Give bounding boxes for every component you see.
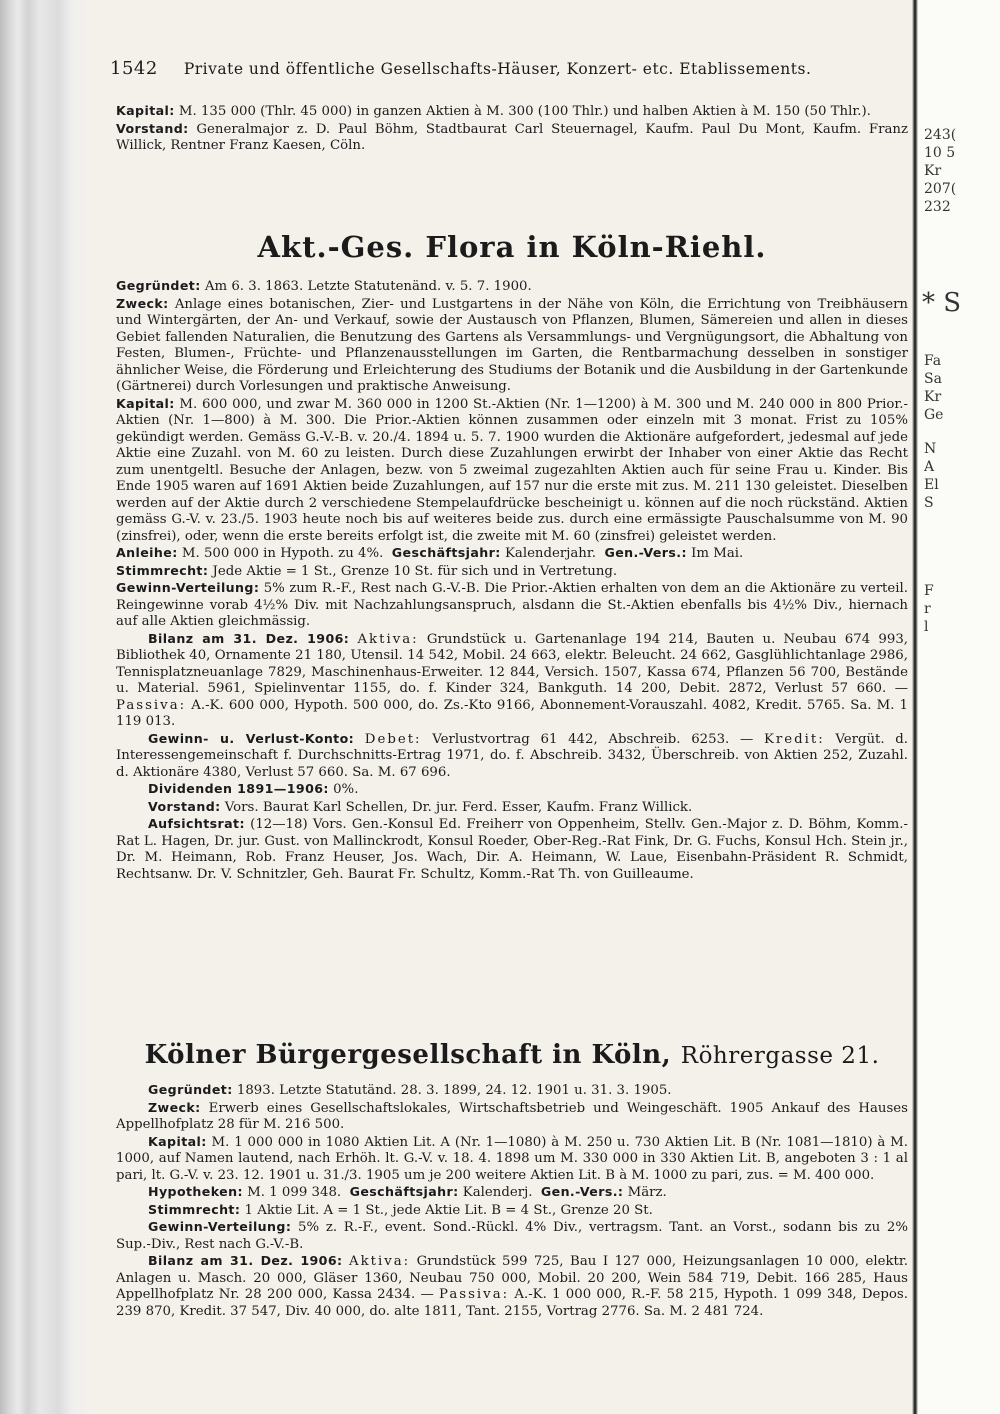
facing-fragment-5: 232 — [924, 199, 951, 215]
prev-kapital-text: M. 135 000 (Thlr. 45 000) in ganzen Aktien à M. 300 (100 Thlr.) und halben Aktien à M. 150 (50 Thlr.). — [178, 104, 871, 119]
koelner-zweck-label: Zweck: — [148, 1099, 201, 1115]
facing-fragment-star: * S — [922, 288, 962, 318]
flora-entry-title: Akt.-Ges. Flora in Köln-Riehl. — [257, 230, 767, 264]
flora-gewinn-text: 5% zum R.-F., Rest nach G.-V.-B. Die Prior.-Aktien erhalten von dem an die Aktionäre zu verteil. Reingewinne vorab 4½% Div. mit Nachzahlungsanspruch, alsdann die St.-Aktien ebenfalls bis 4½% Div., hiernach auf alle Aktien gleichmässig. — [116, 581, 908, 629]
facing-fragment-15: r — [924, 601, 931, 617]
koelner-genvers-label: Gen.-Vers.: — [540, 1184, 624, 1199]
flora-kapital-text: M. 600 000, und zwar M. 360 000 in 1200 St.-Aktien (Nr. 1—1200) à M. 300 und M. 240 000 in 800 Prior.-Aktien (Nr. 1—800) à M. 300. Die Prior.-Aktien können zusammen oder einzeln mit 3 monat. Frist zu 105% gekündigt werden. Gemäss G.-V.-B. v. 20./4. 1894 u. 5. 7. 1900 wurden die Aktionäre aufgefordert, jedesmal auf jede Aktie eine Zuzahl. von M. 60 zu leisten. Durch diese Zuzahlungen erwirbt der Inhaber von einer Aktie das Recht zum unentgeltl. Besuche der Anlagen, bezw. von 5 zweimal zugezahlten Aktien auch für seine Frau u. Kinder. Bis Ende 1905 waren auf 1691 Aktien beide Zuzahlungen, auf 157 nur die erste mit zus. M. 211 130 geleistet. Dieselben werden auf der Aktie durch 2 verschiedene Stempelaufdrücke bescheinigt u. können auf die noch rückständ. Aktien gemäss G.-V. v. 23./5. 1903 heute noch bis auf weiteres beide zus. durch eine ermässigte Pauschalsumme von M. 90 (zinsfrei), oder, wenn die erste bereits erfolgt ist, die zweite mit M. 60 (zinsfrei) geleistet werden. — [116, 396, 909, 544]
koelner-zweck-text: Erwerb eines Gesellschaftslokales, Wirtschaftsbetrieb und Weingeschäft. 1905 Ankauf des Hauses Appellhofplatz 28 für M. 216 500. — [116, 1100, 908, 1132]
flora-guv-debet-label: Debet: — [364, 731, 422, 747]
koelner-hypotheken-text: M. 1 099 348. — [247, 1185, 342, 1200]
facing-fragment-11: A — [924, 459, 935, 475]
running-title: Private und öffentliche Gesellschafts-Häuser, Konzert- etc. Etablissements. — [183, 60, 812, 78]
flora-aufsichtsrat-label: Aufsichtsrat: — [148, 816, 245, 831]
scan-binding-shadow — [0, 0, 88, 1414]
facing-fragment-16: l — [924, 619, 929, 635]
flora-geschaeftsjahr-text: Kalenderjahr. — [504, 546, 596, 561]
koelner-stimmrecht-text: 1 Aktie Lit. A = 1 St., jede Aktie Lit. B = 4 St., Grenze 20 St. — [244, 1202, 653, 1218]
flora-geschaeftsjahr-label: Geschäftsjahr: — [391, 545, 501, 560]
flora-guv-debet-text: Verlustvortrag 61 442, Abschreib. 6253. — — [432, 731, 754, 747]
koelner-gewinn-label: Gewinn-Verteilung: — [148, 1219, 292, 1234]
koelner-bilanz-passiva-label: Passiva: — [439, 1287, 510, 1302]
koelner-bilanz-label: Bilanz am 31. Dez. 1906: — [148, 1253, 343, 1268]
koelner-gewinn-text: 5% z. R.-F., event. Sond.-Rückl. 4% Div., vertragsm. Tant. an Vorst., sodann bis zu 2% Sup.-Div., Rest nach G.-V.-B. — [116, 1220, 908, 1252]
flora-zweck-text: Anlage eines botanischen, Zier- und Lustgartens in der Nähe von Köln, die Errichtung von Treibhäusern und Wintergärten, der An- und Verkauf, sowie der Austausch von Pflanzen, Blumen, Sämereien und allen in dieses Gebiet fallenden Naturalien, die Benutzung des Gartens als Versammlungs- und Vergnügungsort, die Abhaltung von Festen, Blumen-, Früchte- und Pflanzenausstellungen im Garten, die Rentbarmachung desselben in sonstiger ähnlicher Weise, die Förderung und Erleichterung des Studiums der Botanik und die Ausbildung in der Gartenkunde (Gärtnerei) durch Vorlesungen und praktische Anweisung. — [116, 296, 908, 394]
facing-fragment-6: Fa — [924, 353, 942, 369]
flora-bilanz-aktiva-text: Grundstück u. Gartenanlage 194 214, Bauten u. Neubau 674 993, Bibliothek 40, Ornamente 21 180, Utensil. 14 542, Mobil. 24 663, elektr. Beleucht. 24 662, Gasglühlichtanlage 2986, Tennisplatzneuanlage 7829, Maschinenhaus-Erweiter. 12 844, Versich. 1507, Kassa 674, Pflanzen 56 700, Bestände u. Material. 5961, Spielinventar 1155, do. f. Kinder 324, Bankguth. 14 200, Debit. 2872, Verlust 57 660. — — [116, 631, 908, 696]
prev-vorstand-label: Vorstand: — [116, 120, 189, 136]
koelner-entry-title — [116, 1040, 908, 1070]
koelner-bilanz-aktiva-text: Grundstück 599 725, Bau I 127 000, Heizungsanlagen 10 000, elektr. Anlagen u. Masch. 20 000, Gläser 1360, Neubau 750 000, Mobil. 20 200, Wein 584 719, Debit. 166 285, Haus Appellhofplatz Nr. 28 200 000, Kassa 2434. — — [116, 1254, 908, 1302]
koelner-bilanz-passiva-text: A.-K. 1 000 000, R.-F. 58 215, Hypoth. 1 099 348, Depos. 239 870, Kredit. 37 547, Div. 40 000, do. alte 1811, Tant. 2155, Vortrag 2776. Sa. M. 2 481 724. — [116, 1287, 908, 1319]
flora-bilanz-label: Bilanz am 31. Dez. 1906: — [148, 630, 350, 646]
page-number: 1542 — [110, 58, 158, 79]
previous-entry-continuation — [116, 103, 908, 155]
facing-fragment-9: Ge — [924, 407, 944, 423]
flora-aufsichtsrat-text: (12—18) Vors. Gen.-Konsul Ed. Freiherr von Oppenheim, Stellv. Gen.-Major z. D. Böhm, Komm.-Rat L. Hagen, Dr. jur. Gust. von Mallinckrodt, Konsul Roeder, Ober-Reg.-Rat Fink, Dr. G. Fuchs, Konsul Hch. Stein jr., Dr. M. Heimann, Rob. Franz Heuser, Jos. Wach, Dir. A. Heimann, W. Laue, Eisenbahn-Präsident R. Schmidt, Rechtsanw. Dr. V. Schnitzler, Geh. Baurat Fr. Schultz, Komm.-Rat Th. von Guilleaume. — [116, 817, 908, 882]
flora-bilanz-passiva-label: Passiva: — [116, 697, 187, 713]
prev-kapital-label: Kapital: — [116, 103, 175, 118]
facing-fragment-1: 243( — [924, 127, 957, 143]
prev-vorstand-text: Generalmajor z. D. Paul Böhm, Stadtbaurat Carl Steuernagel, Kaufm. Paul Du Mont, Kaufm. Franz Willick, Rentner Franz Kaesen, Cöln. — [116, 121, 908, 153]
koelner-genvers-text: März. — [627, 1185, 667, 1200]
facing-fragment-8: Kr — [924, 389, 942, 405]
flora-entry-body — [116, 278, 908, 883]
koelner-kapital-text: M. 1 000 000 in 1080 Aktien Lit. A (Nr. 1—1080) à M. 250 u. 730 Aktien Lit. B (Nr. 1081—1810) à M. 1000, auf Namen lautend, nach Erhöh. lt. G.-V. v. 18. 4. 1898 um M. 330 000 in 330 Aktien Lit. B, angeboten 3 : 1 al pari, lt. G.-V. v. 23. 12. 1901 u. 31./3. 1905 um je 200 weitere Aktien Lit. B à M. 1000 zu pari, zus. = M. 400 000. — [116, 1134, 908, 1183]
flora-genvers-text: Im Mai. — [691, 546, 744, 561]
koelner-hypotheken-label: Hypotheken: — [148, 1184, 243, 1199]
koelner-gegruendet-label: Gegründet: — [148, 1082, 233, 1097]
facing-fragment-13: S — [924, 495, 934, 511]
flora-dividenden-label: Dividenden 1891—1906: — [148, 781, 329, 796]
facing-fragment-7: Sa — [924, 371, 942, 387]
flora-anleihe-text: M. 500 000 in Hypoth. zu 4%. — [181, 546, 384, 561]
flora-anleihe-label: Anleihe: — [116, 545, 178, 560]
flora-guv-label: Gewinn- u. Verlust-Konto: — [148, 730, 355, 746]
facing-fragment-14: F — [924, 583, 934, 599]
koelner-title-name: Kölner Bürgergesellschaft in Köln, — [144, 1040, 672, 1070]
flora-vorstand-text: Vors. Baurat Karl Schellen, Dr. jur. Ferd. Esser, Kaufm. Franz Willick. — [224, 799, 693, 815]
koelner-gegruendet-text: 1893. Letzte Statutänd. 28. 3. 1899, 24. 12. 1901 u. 31. 3. 1905. — [236, 1083, 672, 1098]
facing-fragment-3: Kr — [924, 163, 942, 179]
flora-bilanz-aktiva-label: Aktiva: — [357, 631, 419, 647]
flora-stimmrecht-text: Jede Aktie = 1 St., Grenze 10 St. für sich und in Vertretung. — [212, 563, 618, 579]
facing-fragment-12: El — [924, 477, 939, 493]
koelner-geschaeftsjahr-text: Kalenderj. — [462, 1185, 533, 1200]
koelner-kapital-label: Kapital: — [148, 1133, 207, 1149]
flora-stimmrecht-label: Stimmrecht: — [116, 562, 209, 578]
flora-dividenden-text: 0%. — [333, 782, 359, 797]
flora-vorstand-label: Vorstand: — [148, 798, 221, 814]
koelner-geschaeftsjahr-label: Geschäftsjahr: — [349, 1184, 459, 1199]
flora-kapital-label: Kapital: — [116, 395, 175, 411]
flora-bilanz-passiva-text: A.-K. 600 000, Hypoth. 500 000, do. Zs.-Kto 9166, Abonnement-Vorauszahl. 4082, Kredit. 5765. Sa. M. 1 119 013. — [116, 697, 908, 729]
flora-guv-kredit-label: Kredit: — [763, 731, 825, 747]
page-header — [110, 58, 850, 79]
facing-fragment-2: 10 5 — [924, 145, 956, 161]
flora-gegruendet-text: Am 6. 3. 1863. Letzte Statutenänd. v. 5. 7. 1900. — [204, 279, 532, 294]
flora-gewinn-label: Gewinn-Verteilung: — [116, 580, 260, 595]
flora-guv-kredit-text: Vergüt. d. Interessengemeinschaft f. Durchschnitts-Ertrag 1971, do. f. Abschreib. 3432, Überschreib. von Aktien 252, Zuzahl. d. Aktionäre 4380, Verlust 57 660. Sa. M. 67 696. — [116, 731, 909, 780]
koelner-stimmrecht-label: Stimmrecht: — [148, 1201, 241, 1217]
facing-fragment-4: 207( — [924, 181, 957, 197]
flora-gegruendet-label: Gegründet: — [116, 278, 201, 293]
koelner-title-address: Röhrergasse 21. — [680, 1043, 880, 1069]
flora-genvers-label: Gen.-Vers.: — [604, 545, 687, 560]
koelner-bilanz-aktiva-label: Aktiva: — [348, 1254, 411, 1269]
facing-fragment-10: N — [924, 441, 937, 457]
koelner-entry-body — [116, 1082, 908, 1320]
flora-zweck-label: Zweck: — [116, 295, 169, 311]
facing-page-edge — [918, 0, 1000, 1414]
